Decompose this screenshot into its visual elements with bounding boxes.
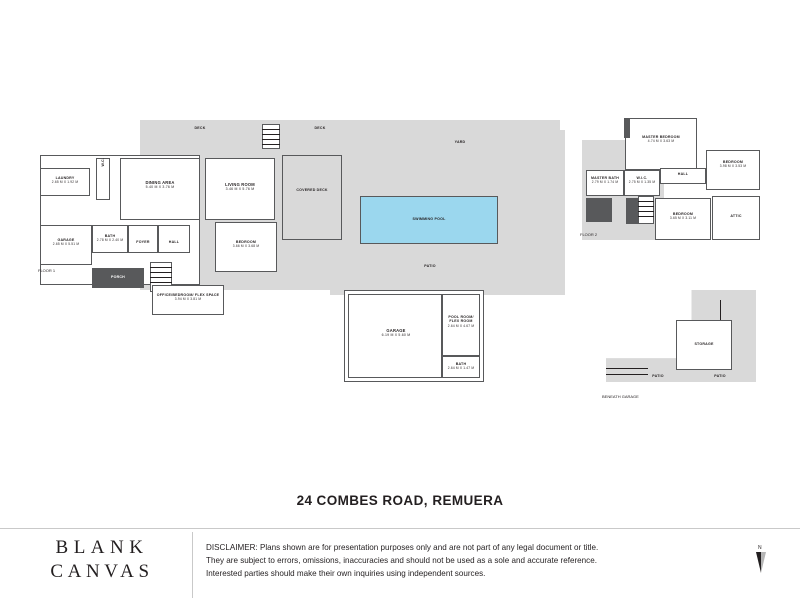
room-label-garage-lower: GARAGE 6.19 M X 5.60 M [381, 328, 411, 338]
room-label-living-room: LIVING ROOM 3.46 M X 5.76 M [225, 182, 255, 192]
disclaimer-line-3: Interested parties should make their own inquiries using independent sources. [206, 568, 486, 578]
floor2-service-block-b [626, 198, 638, 224]
beneath-garage-step [606, 374, 648, 375]
room-label-pool-flex: POOL ROOM/ FLEX ROOM 2.64 M X 4.67 M [447, 315, 475, 328]
room-bedroom-floor2-right [706, 150, 760, 190]
stair-tread [262, 144, 280, 145]
logo-divider [192, 532, 193, 598]
stair-tread [262, 129, 280, 130]
room-label-wic: W.I.C. 2.75 M X 1.35 M [628, 176, 656, 185]
footer-divider [0, 528, 800, 529]
stair-tread [150, 272, 172, 273]
beneath-garage-step [720, 300, 721, 320]
disclaimer-line-2: They are subject to errors, omissions, inaccuracies and should not be used as a sole and accurate reference. [206, 555, 597, 565]
property-suburb: REMUERA [432, 493, 504, 508]
beneath-garage-step [606, 368, 648, 369]
compass-needle-light [761, 552, 766, 573]
room-label-storage: STORAGE [694, 342, 714, 346]
stair-tread [150, 267, 172, 268]
stair-tread [638, 211, 654, 212]
property-address: 24 COMBES ROAD, [296, 493, 428, 508]
room-label-dining-area: DINING AREA 5.40 M X 3.76 M [145, 180, 175, 190]
room-label-foyer: FOYER [136, 240, 150, 244]
room-label-master-bath: MASTER BATH 2.79 M X 1.74 M [590, 176, 620, 185]
room-label-yard: YARD [454, 140, 466, 144]
room-label-bedroom-floor1: BEDROOM 3.66 M X 3.68 M [232, 240, 260, 249]
floor-tag-floor2: FLOOR 2 [580, 232, 598, 237]
room-label-bath-floor1: BATH 2.78 M X 2.40 M [96, 234, 124, 243]
room-label-attic: ATTIC [730, 214, 742, 218]
room-label-laundry: LAUNDRY 2.65 M X 1.92 M [51, 176, 79, 185]
room-foyer [128, 225, 158, 253]
floor-tag-beneath-garage: BENEATH GARAGE [602, 394, 639, 399]
page-title [0, 492, 800, 510]
room-hall-floor1 [158, 225, 190, 253]
room-label-deck-1: DECK [194, 126, 206, 130]
room-label-bedroom-floor2-centre: BEDROOM 3.65 M X 3.11 M [669, 212, 697, 221]
stair-tread [150, 282, 172, 283]
stair-tread [150, 277, 172, 278]
stair-tread [638, 206, 654, 207]
brand-logo-line2: CANVAS [50, 561, 154, 583]
floor1-stairs-top [262, 124, 280, 149]
room-covered-deck-outline [282, 155, 342, 240]
stair-tread [262, 139, 280, 140]
compass-north-label: N [758, 545, 762, 551]
room-label-patio-beneath-2: PATIO [714, 374, 726, 378]
room-label-garage-left: GARAGE 2.65 M X 5.51 M [52, 238, 80, 247]
room-label-patio-beneath-1: PATIO [652, 374, 664, 378]
floor2-service-block-c [624, 118, 630, 138]
floor2-service-block-a [586, 198, 612, 222]
room-label-master-bedroom: MASTER BEDROOM 4.74 M X 3.63 M [642, 135, 680, 144]
room-label-patio-floor1: PATIO [424, 264, 436, 268]
room-label-bedroom-floor2-right: BEDROOM 3.98 M X 3.53 M [719, 160, 747, 169]
room-master-bedroom [625, 118, 697, 170]
room-label-bath-lower: BATH 2.64 M X 1.47 M [447, 362, 475, 371]
stair-tread [638, 201, 654, 202]
room-label-covered-deck: COVERED DECK [296, 188, 328, 192]
stair-tread [262, 134, 280, 135]
floor-tag-floor1: FLOOR 1 [38, 268, 56, 273]
room-label-swimming-pool: SWIMMING POOL [412, 217, 446, 221]
room-label-office-flex: OFFICE/BEDROOM/ FLEX SPACE 3.94 M X 3.81 M [156, 293, 220, 302]
brand-logo [18, 536, 186, 585]
disclaimer-line-1: DISCLAIMER: Plans shown are for presentation purposes only and are not part of any legal document or title. [206, 543, 599, 552]
stair-tread [638, 216, 654, 217]
room-label-wc: W.C. [100, 157, 105, 167]
room-label-deck-2: DECK [314, 126, 326, 130]
floor1-site-angle [515, 130, 565, 290]
compass-icon [748, 545, 788, 581]
room-label-hall-floor1: HALL [168, 240, 180, 244]
disclaimer-text [206, 542, 676, 580]
room-label-porch: PORCH [111, 275, 125, 279]
room-label-hall-floor2: HALL [677, 172, 689, 176]
brand-logo-line1: BLANK [55, 537, 149, 558]
